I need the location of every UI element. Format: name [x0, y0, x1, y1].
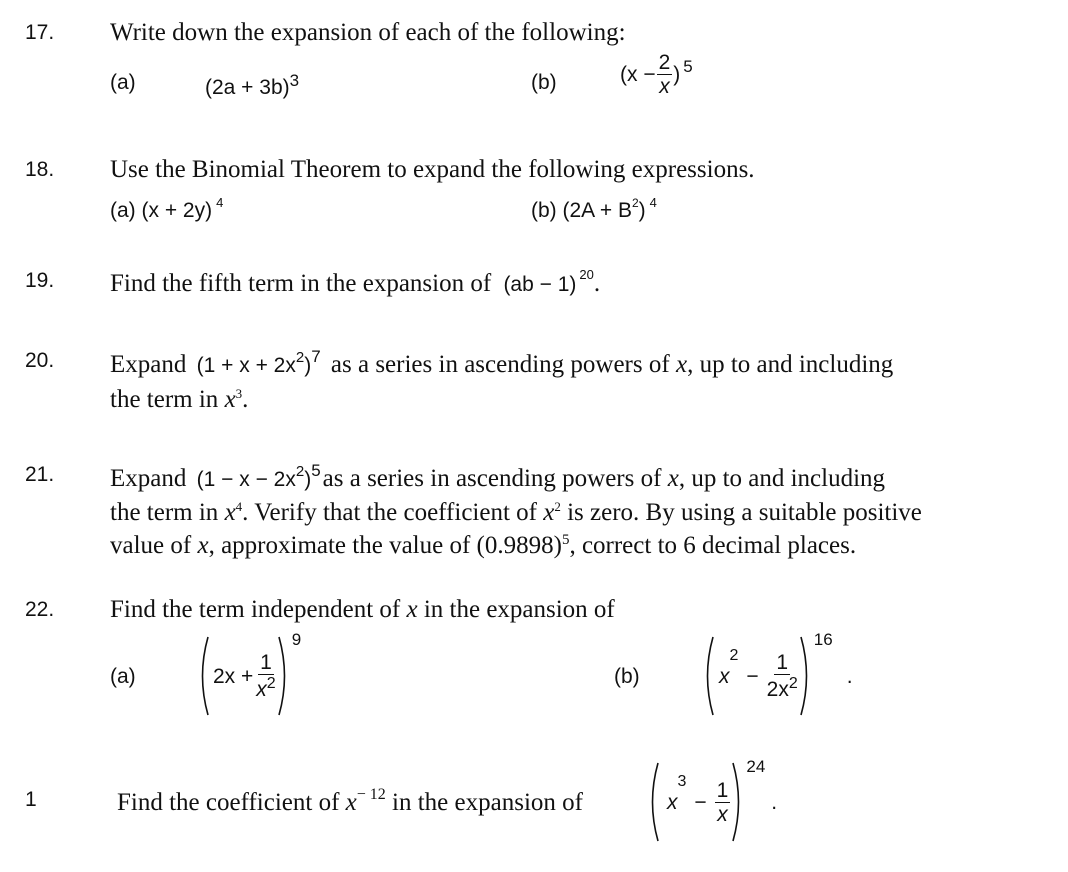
q20-series-text: as a series in ascending powers of [330, 351, 670, 378]
q20-term-in: the term in [110, 386, 219, 413]
q19-period: . [593, 270, 601, 297]
q21-expand: Expand [110, 465, 187, 492]
left-paren-icon [645, 760, 661, 844]
q22b-minus: − [746, 664, 759, 688]
question-21-line-3 [110, 533, 856, 558]
q22b-term-exp: 2 [729, 647, 739, 664]
q20-series-text-2: , up to and including [687, 351, 894, 378]
q18b-square: 2 [631, 196, 639, 210]
q20-term-var: x [224, 386, 236, 413]
q17b-lead: (x − [620, 63, 656, 86]
question-number-22: 22. [25, 598, 55, 621]
q17b-exponent: 5 [683, 57, 693, 76]
q17b-denominator: x [659, 75, 670, 98]
q21-series-text: as a series in ascending powers of [322, 465, 662, 492]
q20-period: . [242, 386, 249, 413]
q20-exponent: 7 [311, 347, 321, 366]
q17-part-a-label: (a) [110, 71, 136, 94]
q22-part-a-expression [195, 630, 302, 718]
q22b-term: x [719, 664, 730, 688]
question-19-text [110, 268, 600, 296]
q21-approx-text: , approximate the value of (0.9898) [208, 532, 562, 559]
q17-part-b-label: (b) [531, 71, 557, 94]
q23-var-exp: − 12 [356, 786, 386, 803]
q17a-exponent: 3 [289, 71, 300, 90]
q21-close: ) [304, 468, 312, 491]
question-23-text [117, 787, 583, 815]
q21-series-text-2: , up to and including [678, 465, 886, 492]
q20-term-exp: 3 [235, 386, 243, 401]
q21-term-exp: 4 [235, 499, 243, 514]
q22a-term: 2x + [213, 664, 254, 688]
q21-term-var: x [224, 499, 236, 526]
question-number-20: 20. [25, 349, 55, 372]
q21-verify-text: . Verify that the coefficient of [242, 499, 537, 526]
q22-var: x [406, 596, 418, 623]
q18-part-a [110, 196, 223, 221]
q17b-close: ) [673, 63, 681, 86]
q20-close: ) [304, 354, 312, 377]
question-18-text: Use the Binomial Theorem to expand the following expressions. [110, 156, 755, 183]
q22a-exponent: 9 [291, 630, 302, 649]
q23-text-pre: Find the coefficient of [117, 789, 340, 816]
q22a-denominator: x [256, 678, 267, 701]
q23-minus: − [694, 790, 707, 814]
right-paren-icon [798, 634, 814, 718]
q22-part-b-expression [700, 630, 853, 718]
q18-part-b [531, 196, 657, 221]
q21-var: x [667, 465, 679, 492]
q18b-exponent: 4 [649, 195, 657, 210]
q22-text-pre: Find the term independent of [110, 596, 401, 623]
q23-term: x [667, 790, 678, 814]
q22b-numerator: 1 [776, 651, 789, 674]
q21-decimal-text: , correct to 6 decimal places. [569, 532, 857, 559]
q23-term-exp: 3 [677, 773, 687, 790]
q21-coef-exp: 2 [554, 499, 561, 514]
q22b-period: . [846, 664, 853, 688]
q18a-exponent: 4 [216, 195, 224, 210]
q19-expression: (ab − 1) [503, 273, 577, 296]
left-paren-icon [700, 634, 716, 718]
q21-expression: (1 − x − 2x [196, 468, 296, 491]
question-number-18: 18. [25, 158, 55, 181]
q23-expression [645, 757, 778, 844]
q18a-expression: (a) (x + 2y) [110, 199, 213, 222]
q19-exponent: 20 [579, 267, 594, 282]
q22-text-post: in the expansion of [423, 596, 615, 623]
q21-value-of: value of [110, 532, 192, 559]
q21-term-in: the term in [110, 499, 219, 526]
q23-exponent: 24 [746, 757, 766, 776]
q22-part-a-label: (a) [110, 665, 136, 688]
q18b-expression: (b) (2A + B [531, 199, 632, 222]
right-paren-icon [730, 760, 746, 844]
q22a-den-exp: 2 [266, 675, 276, 692]
q22b-exponent: 16 [813, 630, 833, 649]
question-number-17: 17. [25, 21, 55, 44]
q18b-close: ) [638, 199, 646, 222]
q23-denominator: x [717, 802, 728, 826]
right-paren-icon [276, 634, 292, 718]
q20-expand: Expand [110, 351, 187, 378]
question-21-line-1 [110, 462, 885, 491]
q23-text-post: in the expansion of [392, 789, 583, 816]
q21-square: 2 [295, 463, 305, 480]
q19-text: Find the fifth term in the expansion of [110, 270, 492, 297]
q23-var: x [345, 789, 357, 816]
q21-exponent: 5 [311, 461, 321, 480]
question-20-line-1 [110, 348, 893, 377]
question-20-line-2 [110, 387, 248, 412]
q22-part-b-label: (b) [614, 665, 640, 688]
q17-part-a-expression [205, 72, 299, 98]
question-22-text [110, 597, 615, 622]
q17b-numerator: 2 [658, 51, 671, 74]
q22b-denominator: 2x [766, 678, 789, 701]
q20-expression: (1 + x + 2x [196, 354, 296, 377]
q21-value-var: x [197, 532, 209, 559]
q20-square: 2 [295, 349, 305, 366]
question-number-19: 19. [25, 269, 55, 292]
q17a-base: (2a + 3b) [205, 76, 290, 99]
left-paren-icon [195, 634, 211, 718]
q17-part-b-expression [620, 52, 693, 97]
question-number-23: 1 [25, 788, 37, 811]
q20-var: x [675, 351, 688, 378]
question-17-text: Write down the expansion of each of the following: [110, 19, 626, 46]
question-number-21: 21. [25, 463, 55, 486]
q21-coef-var: x [543, 499, 555, 526]
q23-period: . [771, 790, 778, 814]
q21-zero-text: is zero. By using a suitable positive [567, 499, 922, 526]
q23-numerator: 1 [716, 778, 729, 802]
q21-approx-exp: 5 [561, 532, 570, 548]
question-21-line-2 [110, 500, 922, 525]
q22b-den-exp: 2 [788, 675, 798, 692]
q22a-numerator: 1 [260, 651, 272, 674]
